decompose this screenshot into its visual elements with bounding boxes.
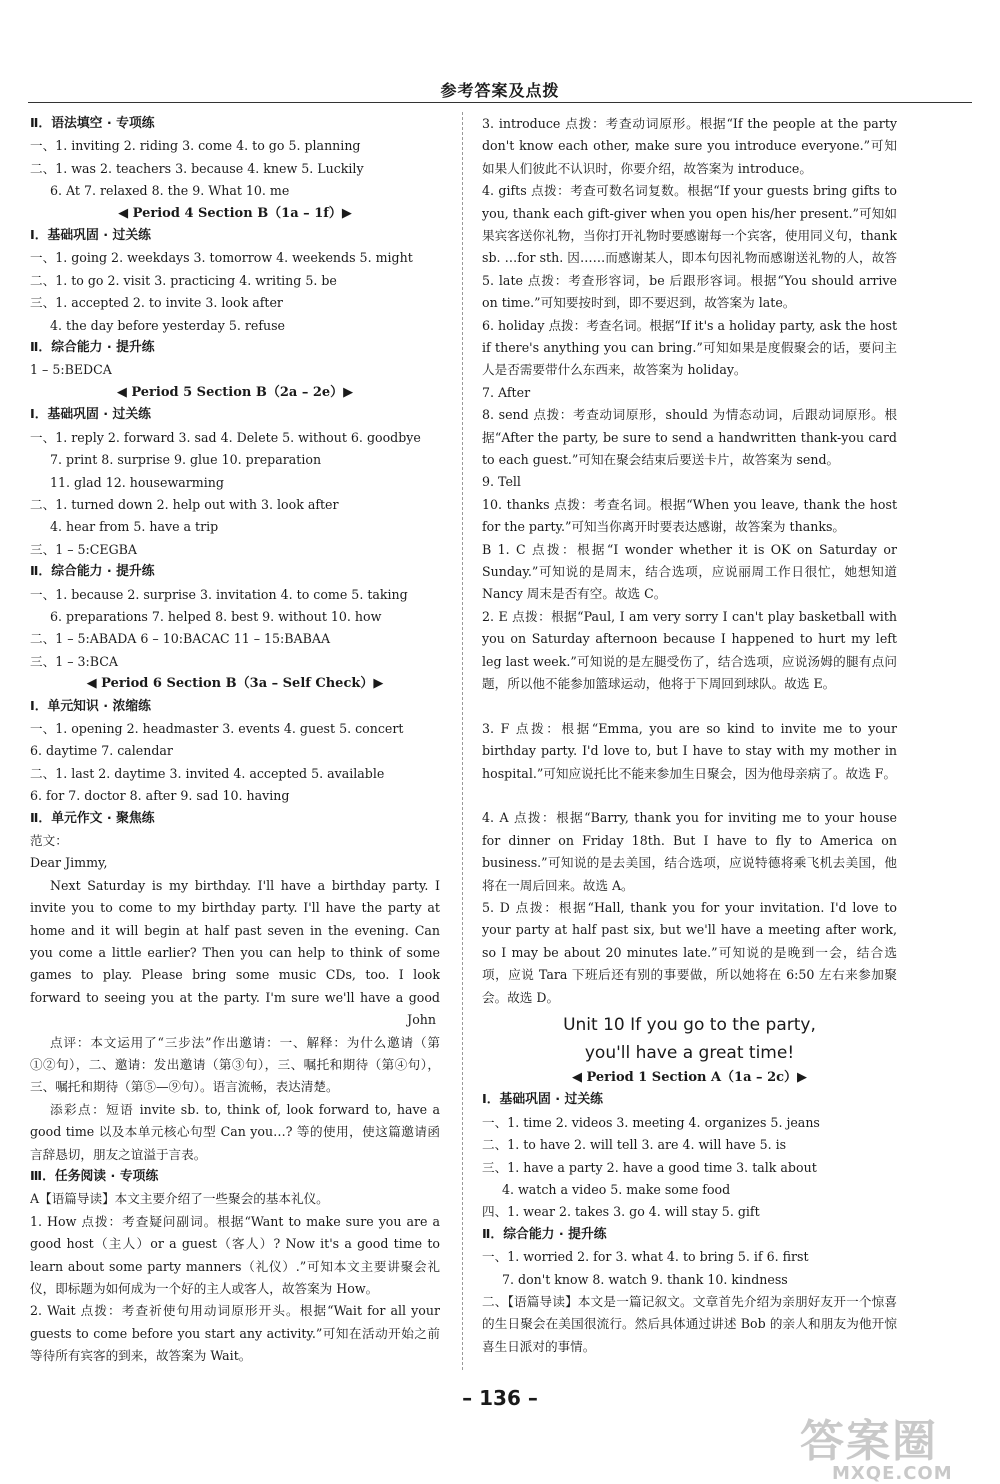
answer-line: 四、1. wear 2. takes 3. go 4. will stay 5. gift <box>482 1204 760 1220</box>
answer-line: 11. glad 12. housewarming <box>50 474 224 490</box>
section-heading: Ⅱ．语法填空 · 专项练 <box>30 116 155 131</box>
section-heading: Ⅰ．基础巩固 · 过关练 <box>482 1092 603 1108</box>
answer-line: 三、1. have a party 2. have a good time 3. talk about <box>482 1159 817 1175</box>
answer-line: 二、1. was 2. teachers 3. because 4. knew 5. Luckily <box>30 160 364 176</box>
section-heading: Ⅰ．基础巩固 · 过关练 <box>30 228 151 244</box>
answer-line: 一、1. opening 2. headmaster 3. events 4. guest 5. concert <box>30 720 404 736</box>
answer-line: 1 – 5:BEDCA <box>30 362 112 378</box>
section-heading: Ⅱ．综合能力 · 提升练 <box>30 564 155 580</box>
answer-line: 一、1. inviting 2. riding 3. come 4. to go 5. planning <box>30 138 361 154</box>
answer-line: 6. daytime 7. calendar <box>30 743 173 759</box>
period-heading: ◀ Period 6 Section B（3a – Self Check）▶ <box>86 676 384 692</box>
answer-line: 9. Tell <box>482 474 521 490</box>
section-heading: Ⅲ．任务阅读 · 专项练 <box>30 1168 159 1184</box>
paragraph: 4. A 点拨：根据“Barry, thank you for inviting me to your house for dinner on Friday 18th. But I have to fly to America on business.”可知说的是去美国，结合选项，应说特德将乘飞机去美国，他将在一周后回来。故选 A。 <box>482 810 897 893</box>
answer-line: 一、1. time 2. videos 3. meeting 4. organizes 5. jeans <box>482 1114 820 1130</box>
paragraph: 3. F 点拨：根据“Emma, you are so kind to invite me to your birthday party. I'd love to, but I have to stay with my mother in hospital.”可知应说托比不能来参加生日聚会，因为他母亲病了。故选 F。 <box>482 720 897 781</box>
answer-line: 6. for 7. doctor 8. after 9. sad 10. having <box>30 788 290 804</box>
period-heading: ◀ Period 5 Section B（2a – 2e）▶ <box>116 384 354 400</box>
watermark-logo <box>800 1405 953 1484</box>
answer-line: 三、1. accepted 2. to invite 3. look after <box>30 295 283 311</box>
header-rule <box>28 102 972 103</box>
answer-line: 6. preparations 7. helped 8. best 9. without 10. how <box>50 608 382 624</box>
paragraph: 添彩点：短语 invite sb. to, think of, look forward to, have a good time 以及本单元核心句型 Can you…? 等的使用，使这篇邀请函言辞恳切，朋友之谊溢于言表。 <box>30 1101 440 1162</box>
answer-line: 二、1. turned down 2. help out with 3. look after <box>30 496 339 512</box>
paragraph: 1. How 点拨：考查疑问副词。根据“Want to make sure you are a good host（主人）or a guest（客人）? Now it's a good time to learn about some party manners（礼仪）.”可知本文主要讲聚会礼仪，即标题为如何成为一个好的主人或客人，故答案为 How。 <box>30 1213 440 1297</box>
answer-line: 7. don't know 8. watch 9. thank 10. kindness <box>502 1271 788 1287</box>
paragraph: 3. introduce 点拨：考查动词原形。根据“If the people at the party don't know each other, make sure you introduce everyone.”可知如果人们彼此不认识时，你要介绍，故答案为 introduce。 <box>482 116 897 176</box>
page-number: – 136 – <box>462 1386 538 1410</box>
paragraph: 4. gifts 点拨：考查可数名词复数。根据“If your guests bring gifts to you, thank each gift-giver when you open his/her present.”可知如果宾客送你礼物，当你打开礼物时要感谢每一个宾客，使用同义句，thank sb. …for sth. 因……而感谢某人，即本句因礼物而感谢送礼物的人，故答 <box>482 183 897 266</box>
period-heading: ◀ Period 4 Section B（1a – 1f）▶ <box>118 205 352 221</box>
answer-line: 二、1 – 5:ABADA 6 – 10:BACAC 11 – 15:BABAA <box>30 631 331 647</box>
answer-line: 4. the day before yesterday 5. refuse <box>50 317 286 333</box>
paragraph: B 1. C 点拨：根据“I wonder whether it is OK on Saturday or Sunday.”可知说的是周末，结合选项，应说丽周工作日很忙，她想知道 Nancy 周末是否有空。故选 C。 <box>482 541 897 602</box>
answer-line: 三、1 – 3:BCA <box>30 653 118 669</box>
paragraph: 8. send 点拨：考查动词原形，should 为情态动词，后跟动词原形。根据“After the party, be sure to send a handwritten thank-you card to each guest.”可知在聚会结束后要送卡片，故答案为 send。 <box>482 407 897 467</box>
period-heading: ◀ Period 1 Section A（1a – 2c）▶ <box>571 1069 808 1085</box>
left-column <box>30 113 440 1368</box>
answer-line: 7. After <box>482 384 531 400</box>
answer-line: A【语篇导读】本文主要介绍了一些聚会的基本礼仪。 <box>30 1191 329 1207</box>
answer-line: 三、1 – 5:CEGBA <box>30 541 137 557</box>
answer-line: 范文： <box>30 833 68 848</box>
paragraph: 5. D 点拨：根据“Hall, thank you for your invitation. I'd love to your party at half past six, but we'll have a meeting after work, so I may be about 20 minutes late.”可知说的是晚到一会，结合选项，应说 Tara 下班后还有别的事要做，所以她将在 6:50 左右来参加聚会。故选 D。 <box>482 899 897 1005</box>
right-column <box>482 113 897 1358</box>
answer-line: 一、1. reply 2. forward 3. sad 4. Delete 5. without 6. goodbye <box>30 429 421 445</box>
paragraph: 2. Wait 点拨：考查祈使句用动词原形开头。根据“Wait for all your guests to come before you start any activity.”可知在活动开始之前等待所有宾客的到来，故答案为 Wait。 <box>30 1303 440 1364</box>
paragraph: 10. thanks 点拨：考查名词。根据“When you leave, thank the host for the party.”可知当你离开时要表达感谢，故答案为 thanks。 <box>482 496 897 535</box>
answer-line: 4. hear from 5. have a trip <box>50 519 219 535</box>
answer-line: 一、1. because 2. surprise 3. invitation 4. to come 5. taking <box>30 586 408 602</box>
unit-title: you'll have a great time! <box>584 1042 795 1063</box>
section-heading: Ⅱ．综合能力 · 提升练 <box>482 1226 607 1242</box>
answer-line: 7. print 8. surprise 9. glue 10. preparation <box>50 452 322 468</box>
section-heading: Ⅱ．单元作文 · 聚焦练 <box>30 810 155 826</box>
answer-line: 一、1. going 2. weekdays 3. tomorrow 4. weekends 5. might <box>30 250 413 266</box>
paragraph: Next Saturday is my birthday. I'll have a birthday party. I invite you to come to my birthday party. I'll have the party at home and it will begin at half past seven in the evening. Can you come a little earlier? Then you can help to think of some games to play. Please bring some music CDs, too. I look forward to seeing you at the party. I'm sure we'll have a good <box>30 877 440 1005</box>
answer-line: Dear Jimmy, <box>30 855 108 871</box>
paragraph: 5. late 点拨：考查形容词，be 后跟形容词。根据“You should arrive on time.”可知要按时到，即不要迟到，故答案为 late。 <box>482 272 897 311</box>
paragraph: 2. E 点拨：根据“Paul, I am very sorry I can't play basketball with you on Saturday afternoon because I happened to hurt my left leg last week.”可知说的是左腿受伤了，结合选项，应说汤姆的腿有点问题，所以他不能参加篮球运动，他将于下周回到球队。故选 E。 <box>482 608 897 691</box>
watermark-main: 答案圈 <box>800 1416 938 1467</box>
paragraph: 点评：本文运用了“三步法”作出邀请：一、解释：为什么邀请（第①②句），二、邀请：发出邀请（第③句），三、嘱托和期待（第④句），三、嘱托和期待（第⑤—⑨句）。语言流畅，表达清楚。 <box>30 1034 440 1095</box>
signature: John <box>407 1012 436 1028</box>
answer-line: 二、1. to go 2. visit 3. practicing 4. writing 5. be <box>30 272 337 288</box>
answer-line: 6. At 7. relaxed 8. the 9. What 10. me <box>50 183 290 199</box>
watermark-url: MXQE.COM <box>832 1463 953 1484</box>
section-heading: Ⅰ．基础巩固 · 过关练 <box>30 407 151 423</box>
section-heading: Ⅰ．单元知识 · 浓缩练 <box>30 698 151 714</box>
unit-title: Unit 10 If you go to the party, <box>563 1014 816 1035</box>
page-header: 参考答案及点拨 <box>440 81 560 100</box>
answer-line: 一、1. worried 2. for 3. what 4. to bring 5. if 6. first <box>482 1249 809 1265</box>
answer-line: 二、1. to have 2. will tell 3. are 4. will have 5. is <box>482 1137 787 1153</box>
answer-line: 二、1. last 2. daytime 3. invited 4. accepted 5. available <box>30 765 385 781</box>
section-heading: Ⅱ．综合能力 · 提升练 <box>30 340 155 356</box>
paragraph: 6. holiday 点拨：考查名词。根据“If it's a holiday party, ask the host if there's anything you can bring.”可知如果是度假聚会的话，要问主人是否需要带什么东西来，故答案为 holiday。 <box>482 317 897 378</box>
answer-line: 4. watch a video 5. make some food <box>502 1181 731 1197</box>
column-divider <box>462 112 463 1370</box>
paragraph: 二、【语篇导读】本文是一篇记叙文。文章首先介绍为亲朋好友开一个惊喜的生日聚会在美国很流行。然后具体通过讲述 Bob 的亲人和朋友为他开惊喜生日派对的事情。 <box>482 1294 897 1354</box>
